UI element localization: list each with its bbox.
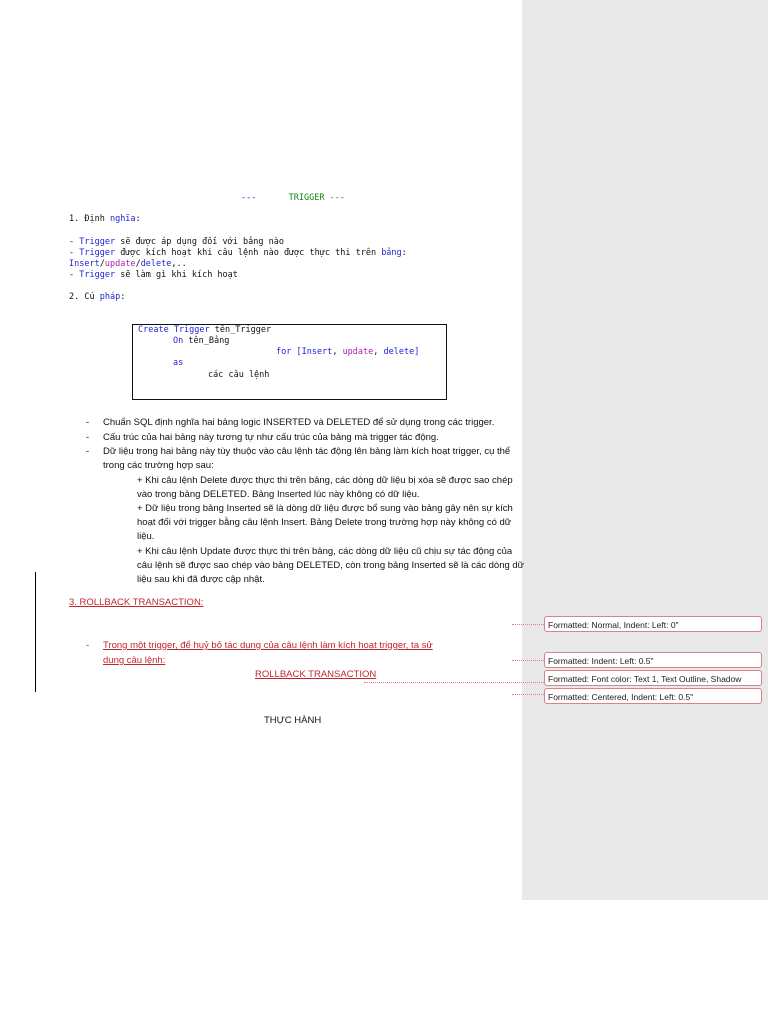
bullet-item: Dữ liệu trong hai bảng này tùy thuộc vào câu lệnh tác động lên bảng làm kích hoạt trigger, cụ thể <box>103 446 511 457</box>
code-keyword: Create Trigger <box>138 325 210 335</box>
sub-line: liệu sau khi đã được cập nhật. <box>137 574 265 585</box>
code-line-5 <box>208 370 269 380</box>
bullet-dash: - <box>86 640 90 651</box>
rollback-text-line-2: dụng câu lệnh: <box>103 655 166 666</box>
keyword-bang: bảng <box>381 248 402 258</box>
rollback-text-line-1: Trong một trigger, để huỷ bỏ tác dụng của câu lệnh làm kích hoạt trigger, ta sử <box>103 640 433 651</box>
comma: , <box>373 347 384 357</box>
code-keyword-update: update <box>342 347 374 357</box>
keyword-trigger: Trigger <box>79 237 116 247</box>
code-keyword: as <box>173 358 184 368</box>
bullet-dash: - <box>86 446 90 457</box>
balloon-connector <box>512 660 544 661</box>
keyword-trigger: Trigger <box>79 270 116 280</box>
bullet-item: Chuẩn SQL định nghĩa hai bảng logic INSERTED và DELETED để sử dụng trong các trigger. <box>103 417 495 428</box>
heading-dashes-left: --- <box>241 193 257 203</box>
bracket: ] <box>414 347 420 357</box>
section1-number: 1. Định <box>69 214 110 224</box>
bullet-dash: - <box>86 417 90 428</box>
bullet-item: Cấu trúc của hai bảng này tương tự như cấu trúc của bảng mà trigger tác động. <box>103 432 439 443</box>
ellipsis: ,.. <box>171 259 187 269</box>
keyword-insert: Insert <box>69 259 100 269</box>
slash: / <box>135 259 141 269</box>
sub-line: vào trong bảng DELETED. Bảng Inserted lúc này không có dữ liệu. <box>137 489 420 500</box>
dash: - <box>69 248 80 258</box>
sub-line: + Dữ liệu trong bảng Inserted sẽ là dòng dữ liệu được bổ sung vào bảng gây nên sự kích <box>137 503 513 514</box>
format-balloon[interactable]: Formatted: Font color: Text 1, Text Outline, Shadow <box>544 670 762 686</box>
keyword-update: update <box>104 259 136 269</box>
heading-dashes-right: --- <box>329 193 345 203</box>
section2-number: 2. Cú <box>69 292 100 302</box>
balloon-connector <box>512 624 544 625</box>
code-keyword-insert: Insert <box>301 347 333 357</box>
code-text: các câu lệnh <box>208 370 270 380</box>
keyword-trigger: Trigger <box>79 248 116 258</box>
sub-line: câu lệnh sẽ được sao chép vào bảng DELETED, còn trong bảng Inserted sẽ là các dòng dữ <box>137 560 525 571</box>
balloon-connector <box>512 694 544 695</box>
section1-colon: : <box>135 214 141 224</box>
definition-text: sẽ được áp dụng đối với bảng nào <box>115 237 284 247</box>
code-line-3 <box>276 347 419 357</box>
dash: - <box>69 270 80 280</box>
markup-pane <box>522 0 768 900</box>
colon: : <box>401 248 407 258</box>
definition-line-4 <box>69 270 238 280</box>
code-text: tên_Trigger <box>209 325 272 335</box>
doc-heading <box>241 193 345 203</box>
heading-text: TRIGGER <box>288 193 325 203</box>
slash: / <box>99 259 105 269</box>
section1-title <box>69 214 141 224</box>
code-line-2 <box>173 336 229 346</box>
definition-line-2 <box>69 248 407 258</box>
section1-word: nghĩa <box>109 214 136 224</box>
code-keyword: On <box>173 336 184 346</box>
format-balloon[interactable]: Formatted: Centered, Indent: Left: 0.5" <box>544 688 762 704</box>
code-line-1 <box>138 325 271 335</box>
sub-line: + Khi câu lệnh Delete được thực thi trên bảng, các dòng dữ liệu bị xóa sẽ được sao chép <box>137 475 513 486</box>
section3-title: 3. ROLLBACK TRANSACTION: <box>69 597 204 608</box>
bullet-item-continued: trong các trường hợp sau: <box>103 460 214 471</box>
definition-line-3 <box>69 259 187 269</box>
bullet-dash: - <box>86 432 90 443</box>
definition-line-1 <box>69 237 284 247</box>
format-balloon[interactable]: Formatted: Indent: Left: 0.5" <box>544 652 762 668</box>
format-balloon[interactable]: Formatted: Normal, Indent: Left: 0" <box>544 616 762 632</box>
balloon-connector <box>364 682 544 683</box>
code-keyword: for [ <box>276 347 302 357</box>
section2-title <box>69 292 125 302</box>
comma: , <box>332 347 343 357</box>
sub-line: hoạt đối với trigger bằng câu lệnh Insert. Bảng Delete trong trường hợp này không có dữ <box>137 517 512 528</box>
dash: - <box>69 237 80 247</box>
code-line-4 <box>173 358 183 368</box>
definition-text: được kích hoạt khi câu lệnh nào được thực thi trên <box>115 248 382 258</box>
section2-colon: : <box>120 292 126 302</box>
keyword-delete: delete <box>140 259 172 269</box>
change-bar <box>35 572 36 692</box>
sub-line: liệu. <box>137 531 155 542</box>
rollback-command: ROLLBACK TRANSACTION <box>255 669 377 680</box>
sub-line: + Khi câu lệnh Update được thực thi trên bảng, các dòng dữ liệu cũ chịu sự tác động của <box>137 546 513 557</box>
definition-text: sẽ làm gì khi kích hoạt <box>115 270 238 280</box>
practice-heading: THỰC HÀNH <box>264 715 322 726</box>
code-text: tên_Bảng <box>183 336 230 346</box>
code-keyword-delete: delete <box>383 347 415 357</box>
section2-word: pháp <box>99 292 121 302</box>
